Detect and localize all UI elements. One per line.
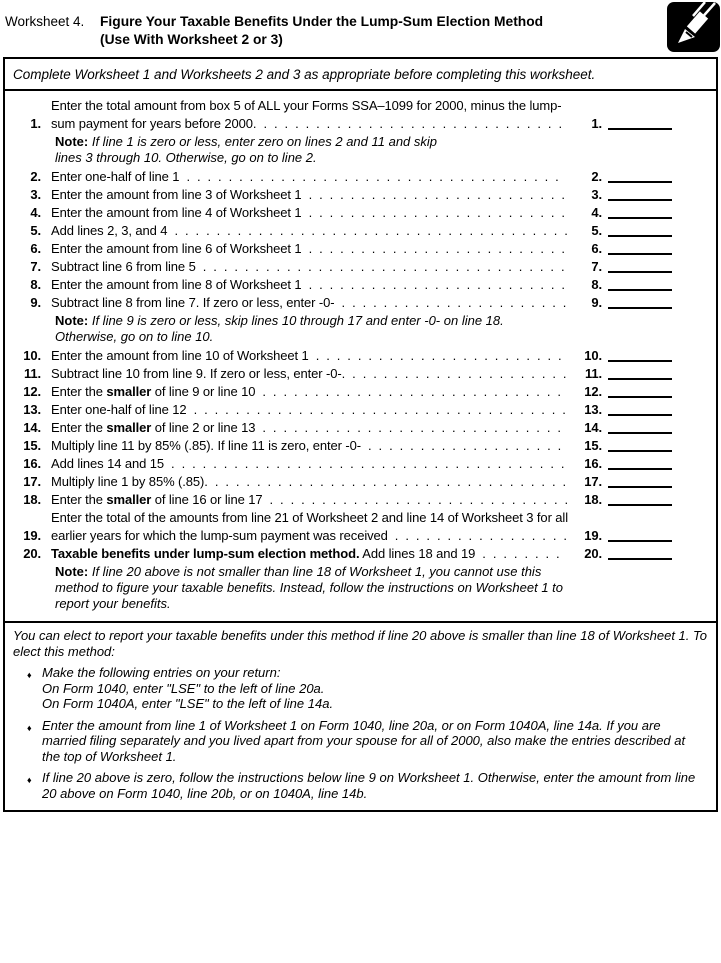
amount-field[interactable] (608, 396, 672, 398)
dot-leader: . . . . . . . . . . . . . . . . . . . . . . (334, 295, 567, 310)
line-text (51, 383, 568, 401)
line-number: 13. (23, 402, 41, 417)
line-number-right: 15. (584, 438, 602, 453)
bullet-icon: ♦ (27, 775, 32, 785)
line-text-part: Enter the total amount from box 5 of ALL your Forms SSA–1099 for 2000, minus the lump-sum payment for years before 2000. (51, 98, 562, 131)
line-text-bold: smaller (106, 492, 152, 507)
line-number-right: 9. (591, 295, 602, 310)
bullet-text-line: On Form 1040, enter "LSE" to the left of line 20a. (42, 680, 325, 696)
amount-field[interactable] (608, 414, 672, 416)
dot-leader: . . . . . . . . . . . . . . . . . . . . . . . . (308, 348, 562, 363)
worksheet-line-7 (9, 258, 716, 276)
line-number: 17. (23, 474, 41, 489)
amount-field[interactable] (608, 235, 672, 237)
line-text (51, 365, 568, 383)
amount-field[interactable] (608, 504, 672, 506)
bullet-text-line: On Form 1040A, enter "LSE" to the left of line 14a. (42, 696, 334, 711)
bullet-text-line: Enter the amount from line 1 of Worksheet 1 on Form 1040, line 20a, or on Form 1040A, line 14a. If you are married filing separately and you lived apart from your spouse for all of 2000, also make the entries described at the top of Worksheet 1. (42, 717, 686, 764)
line-number-right: 1. (591, 116, 602, 131)
worksheet-line-2 (9, 168, 716, 186)
bullet-text (42, 718, 708, 765)
line-text-bold: smaller (106, 384, 152, 399)
line-text (51, 97, 568, 133)
line-text-part: Multiply line 1 by 85% (.85). (51, 474, 208, 489)
line-text (51, 545, 568, 563)
worksheet-line-16 (9, 455, 716, 473)
line-number-right: 4. (591, 205, 602, 220)
line-number: 1. (30, 116, 41, 131)
line-number: 7. (30, 259, 41, 274)
dot-leader: . . . . . . . . . . . . . . . . . . . . . . . . . (301, 277, 565, 292)
line-text (51, 186, 568, 204)
line-number-right: 18. (584, 492, 602, 507)
line-number: 4. (30, 205, 41, 220)
line-text (51, 491, 568, 509)
bullet-item (27, 770, 708, 801)
line-number: 14. (23, 420, 41, 435)
line-text-part: Enter the amount from line 3 of Worksheet 1 (51, 187, 302, 202)
note-after-line-1 (55, 134, 455, 166)
election-instructions (5, 621, 716, 810)
dot-leader: . . . . . . . . . . . . . . . . . . . . . . . . . (301, 205, 565, 220)
line-number: 5. (30, 223, 41, 238)
bullet-icon: ♦ (27, 670, 32, 680)
note-text: If line 20 above is not smaller than line 18 of Worksheet 1, you cannot use this method to figure your taxable benefits. Instead, follow the instructions on Worksheet 1 to report your benefits. (55, 564, 564, 611)
line-text (51, 168, 568, 186)
dot-leader: . . . . . . . . . . . . . . . . . . . . . . . . . . . . . . . . . . . . . . (164, 456, 565, 471)
line-text-part: of line 16 or line 17 (151, 492, 263, 507)
dot-leader: . . . . . . . . . . . . . . . . . . . (361, 438, 562, 453)
line-number: 18. (23, 492, 41, 507)
line-number: 2. (30, 169, 41, 184)
line-text (51, 419, 568, 437)
worksheet-line-6 (9, 240, 716, 258)
line-text-part: Enter the amount from line 10 of Worksheet 1 (51, 348, 309, 363)
amount-field[interactable] (608, 199, 672, 201)
line-text (51, 222, 568, 240)
note-label: Note: (55, 134, 89, 149)
dot-leader: . . . . . . . . . . . . . . . . . . . . . . . . . . . . . (255, 384, 561, 399)
line-text-part: Add lines 2, 3, and 4 (51, 223, 168, 238)
line-text-bold: smaller (106, 420, 152, 435)
line-text (51, 455, 568, 473)
worksheet-line-8 (9, 276, 716, 294)
worksheet-title (100, 13, 543, 49)
line-number-right: 2. (591, 169, 602, 184)
dot-leader: . . . . . . . . . . . . . . . . . . . . . . . . . . . . . . . . . . . (195, 259, 565, 274)
worksheet-line-14 (9, 419, 716, 437)
line-text-bold: Taxable benefits under lump-sum election method. (51, 546, 360, 561)
dot-leader: . . . . . . . . (475, 546, 560, 561)
line-text (51, 347, 568, 365)
amount-field[interactable] (608, 450, 672, 452)
line-text-part: Enter one-half of line 1 (51, 169, 180, 184)
line-text-part: Subtract line 6 from line 5 (51, 259, 196, 274)
amount-field[interactable] (608, 181, 672, 183)
line-text-part: Enter the (51, 420, 107, 435)
line-number-right: 13. (584, 402, 602, 417)
amount-field[interactable] (608, 289, 672, 291)
line-number: 12. (23, 384, 41, 399)
amount-field[interactable] (608, 271, 672, 273)
dot-leader: . . . . . . . . . . . . . . . . . . . . . . . . . . . . . (255, 420, 561, 435)
worksheet-title-line2: (Use With Worksheet 2 or 3) (100, 32, 283, 47)
line-text-part: Subtract line 8 from line 7. If zero or less, enter -0- (51, 295, 335, 310)
amount-field[interactable] (608, 558, 672, 560)
line-text-part: Multiply line 11 by 85% (.85). If line 11 is zero, enter -0- (51, 438, 361, 453)
bullet-text (42, 665, 708, 712)
dot-leader: . . . . . . . . . . . . . . . . . . . . . . . . . . . . . (256, 116, 562, 131)
note-label: Note: (55, 564, 89, 579)
dot-leader: . . . . . . . . . . . . . . . . . . . . . (345, 366, 567, 381)
line-number-right: 20. (584, 546, 602, 561)
line-text (51, 258, 568, 276)
line-text (51, 276, 568, 294)
line-number-right: 16. (584, 456, 602, 471)
line-number: 8. (30, 277, 41, 292)
worksheet-line-19 (9, 509, 716, 545)
bullet-text (42, 770, 708, 801)
worksheet-title-line1: Figure Your Taxable Benefits Under the Lump-Sum Election Method (100, 14, 544, 29)
line-number: 11. (23, 366, 41, 381)
line-text-part: Add lines 18 and 19 (359, 546, 476, 561)
line-number-right: 3. (591, 187, 602, 202)
note-after-line-9 (55, 313, 555, 345)
line-number: 19. (23, 528, 41, 543)
amount-field[interactable] (608, 253, 672, 255)
dot-leader: . . . . . . . . . . . . . . . . . . . . . . . . . . . . . . . . . . (207, 474, 567, 489)
amount-field[interactable] (608, 217, 672, 219)
line-number-right: 19. (584, 528, 602, 543)
worksheet-line-13 (9, 401, 716, 419)
line-number-right: 5. (591, 223, 602, 238)
line-text-part: Subtract line 10 from line 9. If zero or less, enter -0-. (51, 366, 346, 381)
worksheet-line-4 (9, 204, 716, 222)
pencil-icon (667, 2, 720, 52)
worksheet-box (3, 57, 718, 812)
line-number-right: 17. (584, 474, 602, 489)
worksheet-line-10 (9, 347, 716, 365)
amount-field[interactable] (608, 307, 672, 309)
line-text-part: Enter the amount from line 6 of Worksheet 1 (51, 241, 302, 256)
bullet-icon: ♦ (27, 722, 32, 733)
line-text-part: Enter the (51, 492, 107, 507)
amount-field[interactable] (608, 128, 672, 130)
amount-field[interactable] (608, 360, 672, 362)
line-number-right: 10. (584, 348, 602, 363)
line-text-part: Enter the total of the amounts from line 21 of Worksheet 2 and line 14 of Worksheet 3 for all earlier years for which the lump-sum payment was received (51, 510, 568, 543)
line-number: 9. (30, 295, 41, 310)
bullet-text-line: If line 20 above is zero, follow the instructions below line 9 on Worksheet 1. Otherwise, enter the amount from line 20 above on Form 1040, line 20b, or on 1040A, line 14b. (42, 770, 696, 801)
worksheet-label: Worksheet 4. (5, 14, 85, 29)
intro-instruction: Complete Worksheet 1 and Worksheets 2 and 3 as appropriate before completing this worksheet. (5, 59, 716, 91)
worksheet-line-17 (9, 473, 716, 491)
line-text (51, 240, 568, 258)
line-number-right: 7. (591, 259, 602, 274)
line-text (51, 437, 568, 455)
dot-leader: . . . . . . . . . . . . . . . . . . . . . . . . . (301, 241, 565, 256)
line-number: 15. (23, 438, 41, 453)
amount-field[interactable] (608, 378, 672, 380)
note-label: Note: (55, 313, 89, 328)
worksheet-line-20 (9, 545, 716, 563)
line-text (51, 294, 568, 312)
worksheet-lines (5, 91, 716, 621)
election-intro: You can elect to report your taxable benefits under this method if line 20 above is smaller than line 18 of Worksheet 1. To elect this method: (13, 628, 707, 659)
line-number-right: 11. (584, 366, 602, 381)
line-text-part: Enter the (51, 384, 107, 399)
bullet-text-line: Make the following entries on your return: (42, 665, 281, 680)
note-text: If line 1 is zero or less, enter zero on lines 2 and 11 and skip lines 3 through 10. Otherwise, go on to line 2. (55, 134, 438, 165)
amount-field[interactable] (608, 540, 672, 542)
line-number: 3. (30, 187, 41, 202)
dot-leader: . . . . . . . . . . . . . . . . . . . . . . . . . . . . . . . . . . . . (179, 169, 559, 184)
amount-field[interactable] (608, 432, 672, 434)
bullet-item (27, 665, 708, 712)
dot-leader: . . . . . . . . . . . . . . . . . . . . . . . . . . . . . (262, 492, 568, 507)
worksheet-line-11 (9, 365, 716, 383)
note-after-line-20 (55, 564, 575, 612)
line-number: 6. (30, 241, 41, 256)
dot-leader: . . . . . . . . . . . . . . . . . . . . . . . . . (301, 187, 565, 202)
line-text-part: Add lines 14 and 15 (51, 456, 165, 471)
line-text-part: of line 2 or line 13 (151, 420, 256, 435)
line-number: 16. (23, 456, 41, 471)
line-number-right: 14. (584, 420, 602, 435)
line-text (51, 509, 568, 545)
dot-leader: . . . . . . . . . . . . . . . . . . . . . . . . . . . . . . . . . . . . (186, 402, 566, 417)
line-text (51, 401, 568, 419)
bullet-item (27, 718, 708, 765)
dot-leader: . . . . . . . . . . . . . . . . . (387, 528, 567, 543)
line-text-part: Enter the amount from line 8 of Worksheet 1 (51, 277, 302, 292)
worksheet-header (5, 13, 655, 49)
line-number-right: 12. (584, 384, 602, 399)
note-text: If line 9 is zero or less, skip lines 10 through 17 and enter -0- on line 18. Otherwise, go on to line 10. (55, 313, 504, 344)
line-text (51, 473, 568, 491)
line-text (51, 204, 568, 222)
worksheet-line-5 (9, 222, 716, 240)
amount-field[interactable] (608, 468, 672, 470)
worksheet-line-9 (9, 294, 716, 312)
worksheet-line-15 (9, 437, 716, 455)
worksheet-line-12 (9, 383, 716, 401)
line-number: 20. (23, 546, 41, 561)
line-text-part: of line 9 or line 10 (151, 384, 256, 399)
line-number-right: 8. (591, 277, 602, 292)
worksheet-line-3 (9, 186, 716, 204)
line-number-right: 6. (591, 241, 602, 256)
worksheet-line-18 (9, 491, 716, 509)
line-number: 10. (23, 348, 41, 363)
worksheet-line-1 (9, 97, 716, 133)
line-text-part: Enter the amount from line 4 of Worksheet 1 (51, 205, 302, 220)
dot-leader: . . . . . . . . . . . . . . . . . . . . . . . . . . . . . . . . . . . . . . (167, 223, 568, 238)
amount-field[interactable] (608, 486, 672, 488)
line-text-part: Enter one-half of line 12 (51, 402, 187, 417)
